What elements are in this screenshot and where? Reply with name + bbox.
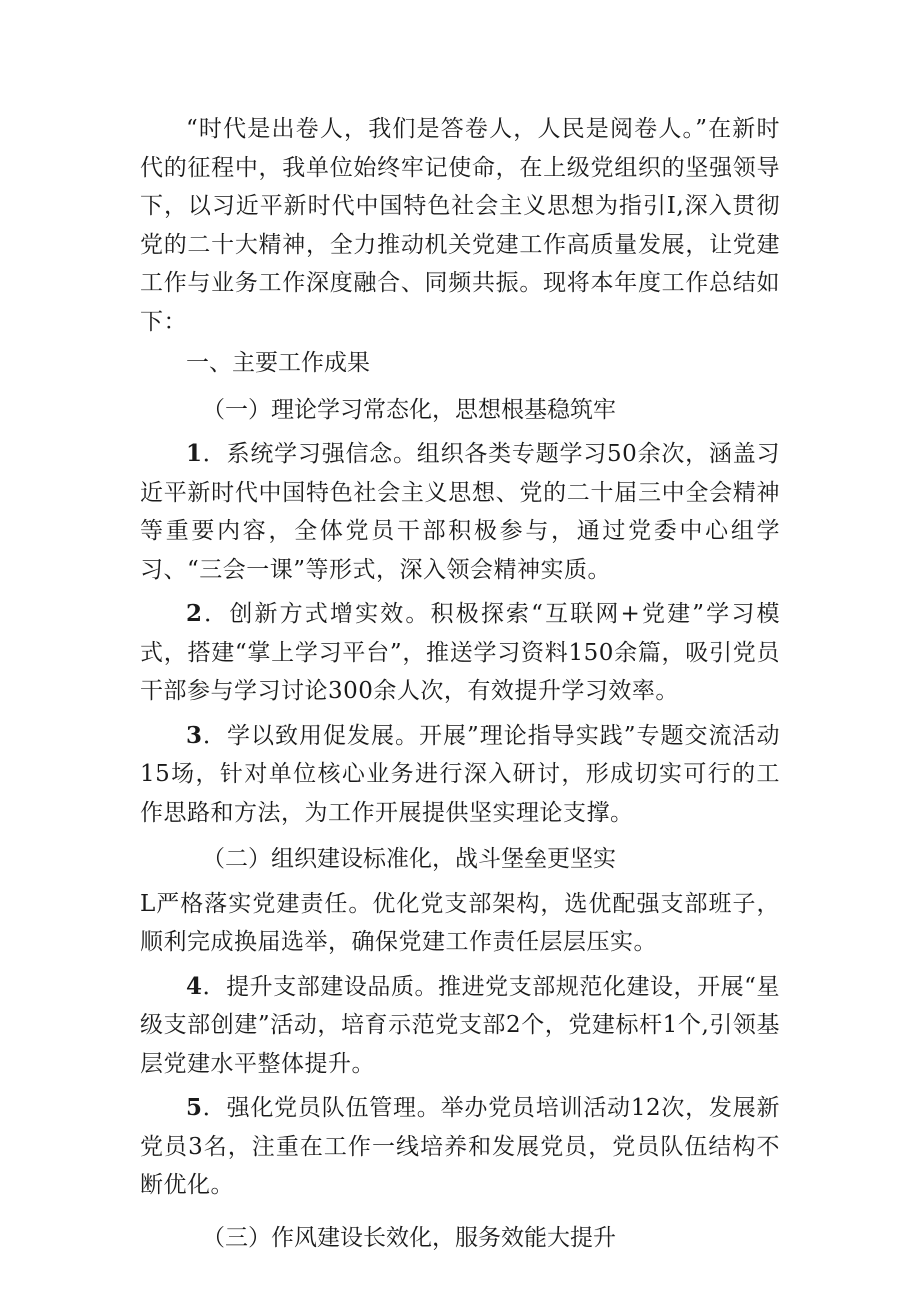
item-paragraph-1 bbox=[140, 435, 780, 589]
item-number: 3 bbox=[186, 721, 203, 749]
item-number: 2 bbox=[186, 600, 203, 627]
item-paragraph-5 bbox=[140, 1089, 780, 1205]
item-paragraph-l: L严格落实党建责任。优化党支部架构，选优配强支部班子，顺利完成换届选举，确保党建工作责任层层压实。 bbox=[140, 890, 780, 955]
subsection-heading-theory-study: （一）理论学习常态化，思想根基稳筑牢 bbox=[202, 396, 616, 423]
document-body bbox=[140, 110, 780, 1263]
item-text: ．学以致用促发展。开展”理论指导实践”专题交流活动15场，针对单位核心业务进行深入研讨，形成切实可行的工作思路和方法，为工作开展提供坚实理论支撑。 bbox=[140, 722, 780, 826]
item-text: ．提升支部建设品质。推进党支部规范化建设，开展“星级支部创建”活动，培育示范党支部2个，党建标杆1个,引领基层党建水平整体提升。 bbox=[140, 973, 780, 1077]
item-number: 5 bbox=[186, 1094, 203, 1121]
item-number: 1 bbox=[186, 440, 203, 467]
subsection-heading-organization: （二）组织建设标准化，战斗堡垒更坚实 bbox=[202, 846, 616, 872]
item-number: 4 bbox=[186, 972, 203, 1000]
item-paragraph-3 bbox=[140, 717, 780, 833]
item-text: ．系统学习强信念。组织各类专题学习50余次，涵盖习近平新时代中国特色社会主义思想、党的二十届三中全会精神等重要内容，全体党员干部积极参与，通过党委中心组学习、“三会一课”等形式，深入领会精神实质。 bbox=[140, 441, 780, 583]
item-paragraph-4 bbox=[140, 968, 780, 1084]
subsection-heading-work-style: （三）作风建设长效化，服务效能大提升 bbox=[202, 1224, 616, 1251]
item-paragraph-2 bbox=[140, 595, 780, 711]
item-text: ．创新方式增实效。积极探索“互联网+党建”学习模式，搭建“掌上学习平台”，推送学习资料150余篇，吸引党员干部参与学习讨论300余人次，有效提升学习效率。 bbox=[140, 601, 780, 704]
item-text: ．强化党员队伍管理。举办党员培训活动12次，发展新党员3名，注重在工作一线培养和发展党员，党员队伍结构不断优化。 bbox=[140, 1095, 780, 1198]
section-heading-main-results: 一、主要工作成果 bbox=[186, 350, 370, 376]
intro-paragraph: “时代是出卷人，我们是答卷人，人民是阅卷人。”在新时代的征程中，我单位始终牢记使命，在上级党组织的坚强领导下，以习近平新时代中国特色社会主义思想为指引I,深入贯彻党的二十大精神，全力推动机关党建工作高质量发展，让党建工作与业务工作深度融合、同频共振。现将本年度工作总结如下： bbox=[140, 116, 780, 335]
